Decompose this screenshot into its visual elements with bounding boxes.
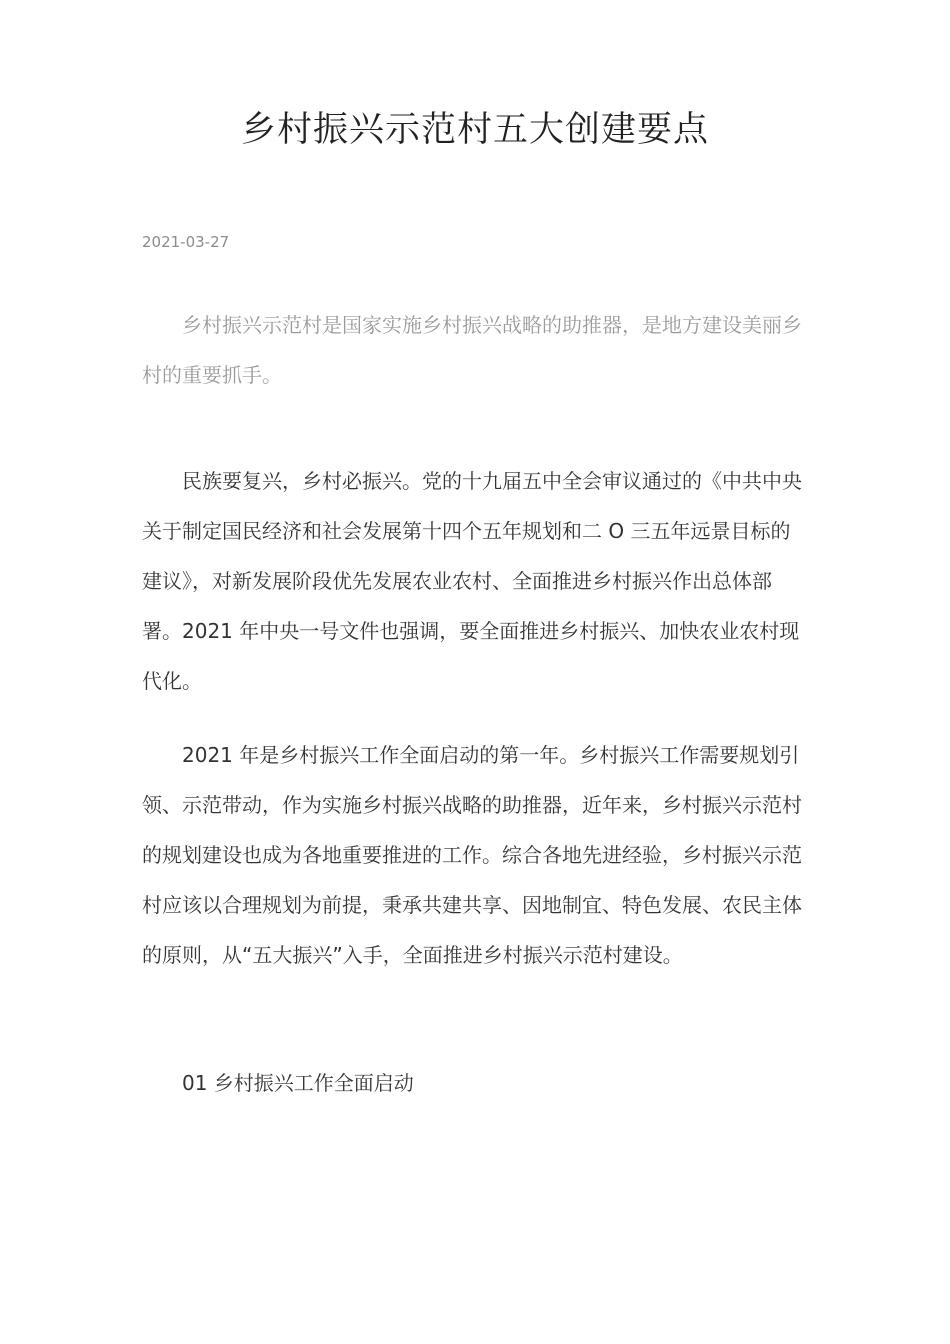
article-paragraph-1: 民族要复兴，乡村必振兴。党的十九届五中全会审议通过的《中共中央关于制定国民经济和社会发展第十四个五年规划和二 O 三五年远景目标的建议》，对新发展阶段优先发展农业农村、全面推进乡村振兴作出总体部署。2021 年中央一号文件也强调，要全面推进乡村振兴、加快农业农村现代化。 [142,469,802,693]
article-title: 乡村振兴示范村五大创建要点 [240,110,709,150]
article-lead: 乡村振兴示范村是国家实施乡村振兴战略的助推器，是地方建设美丽乡村的重要抓手。 [142,313,802,387]
section-heading-01: 01 乡村振兴工作全面启动 [182,1071,414,1095]
article-date: 2021-03-27 [142,233,230,251]
article-paragraph-2: 2021 年是乡村振兴工作全面启动的第一年。乡村振兴工作需要规划引领、示范带动，作为实施乡村振兴战略的助推器，近年来，乡村振兴示范村的规划建设也成为各地重要推进的工作。综合各地先进经验，乡村振兴示范村应该以合理规划为前提，秉承共建共享、因地制宜、特色发展、农民主体的原则，从“五大振兴”入手，全面推进乡村振兴示范村建设。 [142,743,802,967]
